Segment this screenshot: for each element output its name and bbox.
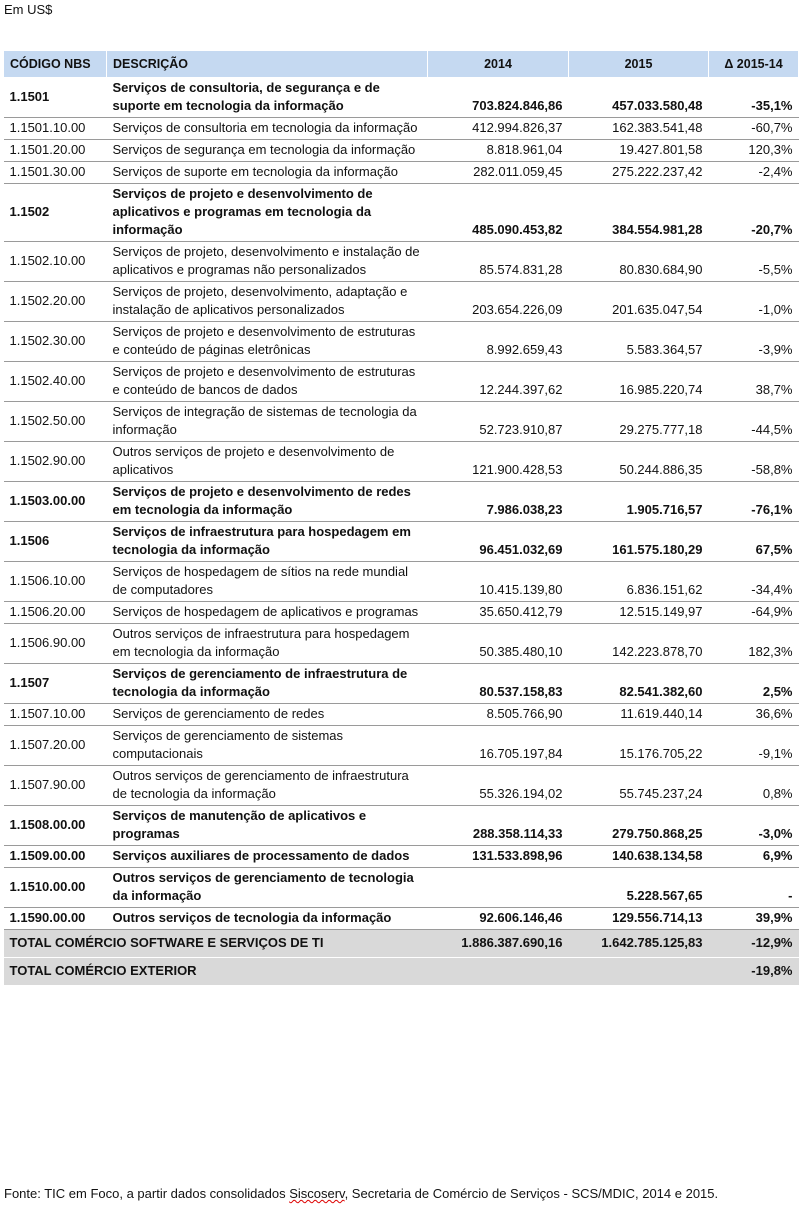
table-row xyxy=(4,442,799,482)
row-value-2015: 457.033.580,48 xyxy=(569,78,709,118)
row-value-2015: 6.836.151,62 xyxy=(569,562,709,602)
table-row xyxy=(4,664,799,704)
row-value-2015: 142.223.878,70 xyxy=(569,624,709,664)
row-description: Outros serviços de tecnologia da informação xyxy=(107,908,428,930)
row-delta: -76,1% xyxy=(709,482,799,522)
row-code: 1.1501.10.00 xyxy=(4,118,107,140)
header-2014: 2014 xyxy=(428,51,569,78)
row-value-2014: 485.090.453,82 xyxy=(428,184,569,242)
row-description: Serviços de consultoria, de segurança e de suporte em tecnologia da informação xyxy=(107,78,428,118)
row-delta: -3,9% xyxy=(709,322,799,362)
row-value-2014: 8.992.659,43 xyxy=(428,322,569,362)
row-value-2015: 12.515.149,97 xyxy=(569,602,709,624)
table-row xyxy=(4,402,799,442)
row-delta: -3,0% xyxy=(709,806,799,846)
row-value-2015: 19.427.801,58 xyxy=(569,140,709,162)
row-code: 1.1501 xyxy=(4,78,107,118)
row-value-2014 xyxy=(428,868,569,908)
row-description: Serviços de consultoria em tecnologia da informação xyxy=(107,118,428,140)
row-description: Serviços de gerenciamento de sistemas computacionais xyxy=(107,726,428,766)
table-row xyxy=(4,562,799,602)
header-code: CÓDIGO NBS xyxy=(4,51,107,78)
row-code: 1.1510.00.00 xyxy=(4,868,107,908)
row-delta: 182,3% xyxy=(709,624,799,664)
table-row xyxy=(4,602,799,624)
row-description: Serviços de projeto e desenvolvimento de estruturas e conteúdo de páginas eletrônicas xyxy=(107,322,428,362)
row-code: 1.1590.00.00 xyxy=(4,908,107,930)
table-row xyxy=(4,868,799,908)
row-value-2014: 52.723.910,87 xyxy=(428,402,569,442)
row-description: Serviços de hospedagem de aplicativos e programas xyxy=(107,602,428,624)
row-description: Serviços de hospedagem de sítios na rede mundial de computadores xyxy=(107,562,428,602)
row-delta: -9,1% xyxy=(709,726,799,766)
row-code: 1.1507.90.00 xyxy=(4,766,107,806)
row-delta: -60,7% xyxy=(709,118,799,140)
table-row xyxy=(4,704,799,726)
header-delta: Δ 2015-14 xyxy=(709,51,799,78)
row-value-2015: 82.541.382,60 xyxy=(569,664,709,704)
row-description: Outros serviços de infraestrutura para hospedagem em tecnologia da informação xyxy=(107,624,428,664)
row-value-2014: 55.326.194,02 xyxy=(428,766,569,806)
table-row xyxy=(4,846,799,868)
total-value-2014: 1.886.387.690,16 xyxy=(428,930,569,958)
row-delta: -35,1% xyxy=(709,78,799,118)
total-delta: -19,8% xyxy=(709,958,799,986)
row-value-2015: 161.575.180,29 xyxy=(569,522,709,562)
row-delta: -5,5% xyxy=(709,242,799,282)
row-delta: 2,5% xyxy=(709,664,799,704)
row-code: 1.1506.90.00 xyxy=(4,624,107,664)
row-value-2015: 162.383.541,48 xyxy=(569,118,709,140)
row-code: 1.1506 xyxy=(4,522,107,562)
row-description: Outros serviços de gerenciamento de infraestrutura de tecnologia da informação xyxy=(107,766,428,806)
row-value-2014: 131.533.898,96 xyxy=(428,846,569,868)
row-value-2015: 29.275.777,18 xyxy=(569,402,709,442)
row-description: Serviços de integração de sistemas de tecnologia da informação xyxy=(107,402,428,442)
row-value-2015: 5.228.567,65 xyxy=(569,868,709,908)
row-value-2014: 412.994.826,37 xyxy=(428,118,569,140)
row-description: Serviços de gerenciamento de redes xyxy=(107,704,428,726)
row-code: 1.1506.10.00 xyxy=(4,562,107,602)
table-row xyxy=(4,362,799,402)
table-row xyxy=(4,522,799,562)
row-delta: -58,8% xyxy=(709,442,799,482)
row-value-2015: 16.985.220,74 xyxy=(569,362,709,402)
row-code: 1.1502.20.00 xyxy=(4,282,107,322)
row-code: 1.1501.20.00 xyxy=(4,140,107,162)
row-value-2015: 279.750.868,25 xyxy=(569,806,709,846)
row-description: Serviços de projeto, desenvolvimento e instalação de aplicativos e programas não personalizados xyxy=(107,242,428,282)
row-value-2014: 80.537.158,83 xyxy=(428,664,569,704)
row-value-2015: 5.583.364,57 xyxy=(569,322,709,362)
source-siscoserv: Siscoserv xyxy=(289,1186,345,1201)
row-value-2014: 7.986.038,23 xyxy=(428,482,569,522)
row-value-2015: 275.222.237,42 xyxy=(569,162,709,184)
row-description: Serviços de gerenciamento de infraestrutura de tecnologia da informação xyxy=(107,664,428,704)
row-value-2014: 85.574.831,28 xyxy=(428,242,569,282)
table-row xyxy=(4,322,799,362)
row-value-2014: 10.415.139,80 xyxy=(428,562,569,602)
row-code: 1.1509.00.00 xyxy=(4,846,107,868)
row-delta: -64,9% xyxy=(709,602,799,624)
total-value-2015: 1.642.785.125,83 xyxy=(569,930,709,958)
row-description: Serviços de projeto e desenvolvimento de redes em tecnologia da informação xyxy=(107,482,428,522)
table-row xyxy=(4,908,799,930)
table-row xyxy=(4,806,799,846)
row-value-2014: 92.606.146,46 xyxy=(428,908,569,930)
table-row xyxy=(4,766,799,806)
total-label: TOTAL COMÉRCIO EXTERIOR xyxy=(4,958,428,986)
row-delta: 39,9% xyxy=(709,908,799,930)
unit-label: Em US$ xyxy=(4,2,53,17)
total-value-2015 xyxy=(569,958,709,986)
row-delta: -1,0% xyxy=(709,282,799,322)
row-delta: -20,7% xyxy=(709,184,799,242)
row-value-2014: 288.358.114,33 xyxy=(428,806,569,846)
row-value-2014: 8.818.961,04 xyxy=(428,140,569,162)
header-description: DESCRIÇÃO xyxy=(107,51,428,78)
row-description: Serviços auxiliares de processamento de dados xyxy=(107,846,428,868)
source-text-before: Fonte: TIC em Foco, a partir dados consolidados xyxy=(4,1186,290,1201)
row-value-2014: 96.451.032,69 xyxy=(428,522,569,562)
row-value-2014: 282.011.059,45 xyxy=(428,162,569,184)
row-description: Outros serviços de projeto e desenvolvimento de aplicativos xyxy=(107,442,428,482)
row-delta: -34,4% xyxy=(709,562,799,602)
row-code: 1.1502.90.00 xyxy=(4,442,107,482)
row-delta: -44,5% xyxy=(709,402,799,442)
table-row xyxy=(4,184,799,242)
row-code: 1.1502.40.00 xyxy=(4,362,107,402)
row-delta: 67,5% xyxy=(709,522,799,562)
row-value-2014: 50.385.480,10 xyxy=(428,624,569,664)
row-value-2014: 35.650.412,79 xyxy=(428,602,569,624)
row-description: Outros serviços de gerenciamento de tecnologia da informação xyxy=(107,868,428,908)
row-value-2014: 703.824.846,86 xyxy=(428,78,569,118)
table-row xyxy=(4,482,799,522)
row-code: 1.1501.30.00 xyxy=(4,162,107,184)
row-value-2014: 203.654.226,09 xyxy=(428,282,569,322)
row-value-2015: 201.635.047,54 xyxy=(569,282,709,322)
row-delta: 0,8% xyxy=(709,766,799,806)
table-row xyxy=(4,78,799,118)
row-code: 1.1506.20.00 xyxy=(4,602,107,624)
row-value-2015: 55.745.237,24 xyxy=(569,766,709,806)
row-code: 1.1503.00.00 xyxy=(4,482,107,522)
row-description: Serviços de projeto e desenvolvimento de estruturas e conteúdo de bancos de dados xyxy=(107,362,428,402)
row-code: 1.1507.20.00 xyxy=(4,726,107,766)
row-code: 1.1507.10.00 xyxy=(4,704,107,726)
total-label: TOTAL COMÉRCIO SOFTWARE E SERVIÇOS DE TI xyxy=(4,930,428,958)
row-delta: 38,7% xyxy=(709,362,799,402)
row-code: 1.1502.50.00 xyxy=(4,402,107,442)
table-row xyxy=(4,282,799,322)
row-code: 1.1507 xyxy=(4,664,107,704)
row-description: Serviços de suporte em tecnologia da informação xyxy=(107,162,428,184)
row-value-2015: 50.244.886,35 xyxy=(569,442,709,482)
row-value-2015: 129.556.714,13 xyxy=(569,908,709,930)
row-description: Serviços de infraestrutura para hospedagem em tecnologia da informação xyxy=(107,522,428,562)
row-value-2015: 15.176.705,22 xyxy=(569,726,709,766)
nbs-table xyxy=(3,50,799,986)
header-2015: 2015 xyxy=(569,51,709,78)
row-value-2015: 11.619.440,14 xyxy=(569,704,709,726)
row-description: Serviços de projeto, desenvolvimento, adaptação e instalação de aplicativos personalizados xyxy=(107,282,428,322)
row-value-2014: 16.705.197,84 xyxy=(428,726,569,766)
total-row xyxy=(4,930,799,958)
source-text-after: , Secretaria de Comércio de Serviços - SCS/MDIC, 2014 e 2015. xyxy=(344,1186,719,1201)
table-row xyxy=(4,624,799,664)
table-row xyxy=(4,140,799,162)
row-value-2014: 12.244.397,62 xyxy=(428,362,569,402)
table-body xyxy=(4,78,799,986)
row-value-2015: 384.554.981,28 xyxy=(569,184,709,242)
table-row xyxy=(4,242,799,282)
row-code: 1.1508.00.00 xyxy=(4,806,107,846)
row-delta: 6,9% xyxy=(709,846,799,868)
row-value-2015: 1.905.716,57 xyxy=(569,482,709,522)
row-delta: 120,3% xyxy=(709,140,799,162)
row-code: 1.1502.30.00 xyxy=(4,322,107,362)
row-description: Serviços de projeto e desenvolvimento de aplicativos e programas em tecnologia da informação xyxy=(107,184,428,242)
source-note xyxy=(4,1184,794,1204)
row-delta: -2,4% xyxy=(709,162,799,184)
row-code: 1.1502.10.00 xyxy=(4,242,107,282)
table-row xyxy=(4,162,799,184)
row-delta: 36,6% xyxy=(709,704,799,726)
row-code: 1.1502 xyxy=(4,184,107,242)
row-description: Serviços de segurança em tecnologia da informação xyxy=(107,140,428,162)
row-description: Serviços de manutenção de aplicativos e programas xyxy=(107,806,428,846)
table-row xyxy=(4,118,799,140)
row-value-2014: 8.505.766,90 xyxy=(428,704,569,726)
total-row xyxy=(4,958,799,986)
table-header xyxy=(4,51,799,78)
total-value-2014 xyxy=(428,958,569,986)
row-value-2015: 140.638.134,58 xyxy=(569,846,709,868)
row-value-2014: 121.900.428,53 xyxy=(428,442,569,482)
row-value-2015: 80.830.684,90 xyxy=(569,242,709,282)
table-row xyxy=(4,726,799,766)
total-delta: -12,9% xyxy=(709,930,799,958)
row-delta: - xyxy=(709,868,799,908)
